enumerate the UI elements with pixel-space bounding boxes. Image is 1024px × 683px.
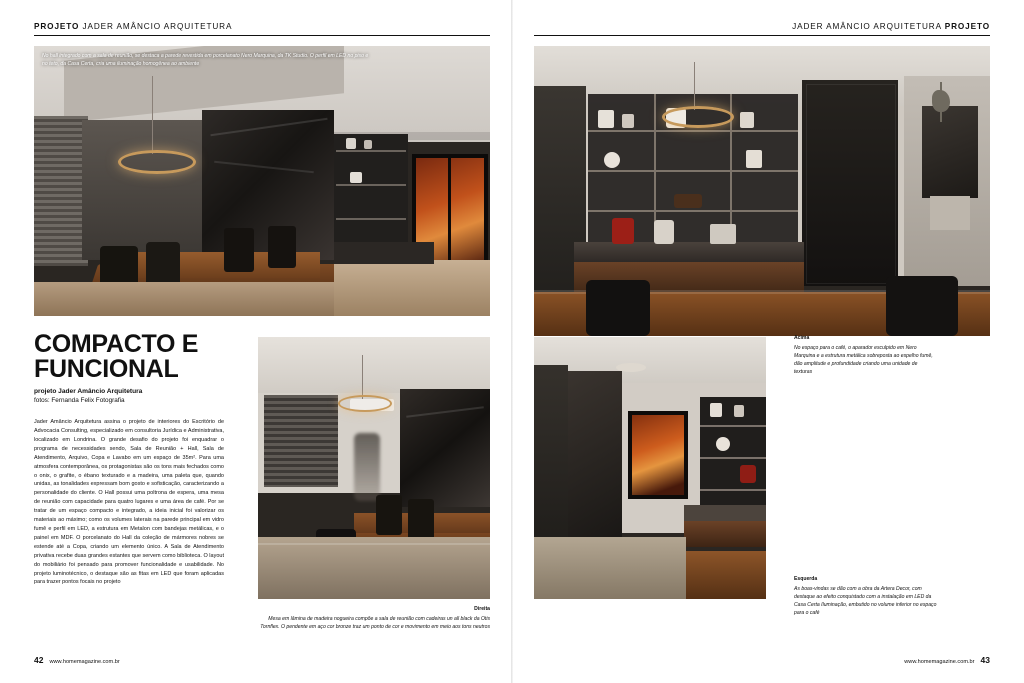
caption-esquerda-text: As boas-vindas se dão com a obra da Artera Decor, com destaque ao efeito conquistado com a instalação em LED da Casa Certa Iluminação, embutido no volume inferior no espaço para o café <box>794 585 937 616</box>
right-page-number: 43 <box>980 655 990 665</box>
headline-line-1: COMPACTO E <box>34 330 199 359</box>
caption-esquerda-title: Esquerda <box>794 576 818 582</box>
credit-photos: fotos: Fernanda Felix Fotografia <box>34 397 125 405</box>
right-running-head-light: JADER AMÂNCIO ARQUITETURA <box>792 22 942 31</box>
caption-direita-text: Mesa em lâmina de madeira nogueira compõe a sala de reunião com cadeiras un all black da Otis Tornflex. O pendente em aço cor bronze traz um ponto de cor e movimento em meio aos tons neutros <box>260 615 490 630</box>
caption-esquerda <box>794 576 944 617</box>
office-work-photo <box>258 337 490 599</box>
hero-scene <box>34 46 490 316</box>
caption-direita-title: Direita <box>474 606 490 612</box>
left-running-head-light: JADER AMÂNCIO ARQUITETURA <box>82 22 233 31</box>
left-running-head-text <box>34 22 232 31</box>
coffee-scene <box>534 46 990 336</box>
caption-acima <box>794 335 934 376</box>
left-folio-url: www.homemagazine.com.br <box>49 659 120 665</box>
caption-acima-title: Acima <box>794 335 810 341</box>
right-page <box>512 0 1024 683</box>
right-running-head-text <box>792 22 990 31</box>
right-folio <box>904 655 990 665</box>
right-running-head <box>534 22 990 31</box>
caption-acima-text: No espaço para o café, o aparador esculpido em Nero Marquina e a estrutura metálica sobreposta ao espelho fumê, dão amplitude e profundidade criando uma unidade de texturas <box>794 344 933 375</box>
office-scene <box>258 337 490 599</box>
headline-line-2: FUNCIONAL <box>34 354 179 383</box>
hero-meeting-room-photo <box>34 46 490 316</box>
right-header-rule <box>534 35 990 36</box>
body-text: Jader Amâncio Arquitetura assina o projeto de interiores do Escritório de Advocacia Consulting, especializado em consultoria Jurídica e Administrativa, localizado em Londrina. O grande desafio do projeto foi enquadrar o programa de necessidades sendo, Sala de Reunião + Hall, Sala de Atendimento, Arquivo, Copa e Lavabo em um espaço de 35m². Para uma atmosfera contemporânea, os protagonistas são os tons mais fechados como o onix, o grafite, o ébano texturado e a madeira, uma paleta que, quando unidas, as tonalidades expressam bom gosto e sofisticação, caracterizando a personalidade do cliente. O Hall possui uma poltrona de espera, uma mesa de reunião com capacidade para quatro lugares e uma área de café. Por se tratar de um espaço compacto e integrado, a ideia inicial foi valorizar os materiais ao máximo; como os volumes laterais na parede principal em vidro fumê e perfil em LED, a estrutura em Metalon com bandejas metálicas, e o painel em MDF. O porcelanato do Hall da coleção de mármores nobres se estende até a Copa, criando um elemento único. A Sala de Atendimento privativa recebe duas grandes estantes que servem como biblioteca. O layout do mobiliário foi pensado para promover funcionalidade e usabilidade. No projeto luminotécnico, o destaque são as fitas em LED que foram aplicadas para trazer pontos focais no projeto <box>34 419 224 586</box>
hero-caption: No hall integrado com a sala de reunião, se destaca a parede revestida em porcelanato Nero Marquina, da TK Studio. O perfil em LED no piso e no teto, da Casa Certa, cria uma iluminação homogênea ao ambiente <box>42 53 369 67</box>
coffee-area-photo <box>534 46 990 336</box>
left-header-rule <box>34 35 490 36</box>
spread-gutter <box>511 0 513 683</box>
left-running-head <box>34 22 490 31</box>
caption-direita <box>258 606 490 632</box>
right-running-head-bold: PROJETO <box>944 22 990 31</box>
right-folio-url: www.homemagazine.com.br <box>904 659 975 665</box>
left-running-head-bold: PROJETO <box>34 22 80 31</box>
left-folio <box>34 655 120 665</box>
credit-project: projeto Jader Amâncio Arquitetura <box>34 388 143 396</box>
hall-scene <box>534 337 766 599</box>
left-page-number: 42 <box>34 655 44 665</box>
hall-entry-photo <box>534 337 766 599</box>
